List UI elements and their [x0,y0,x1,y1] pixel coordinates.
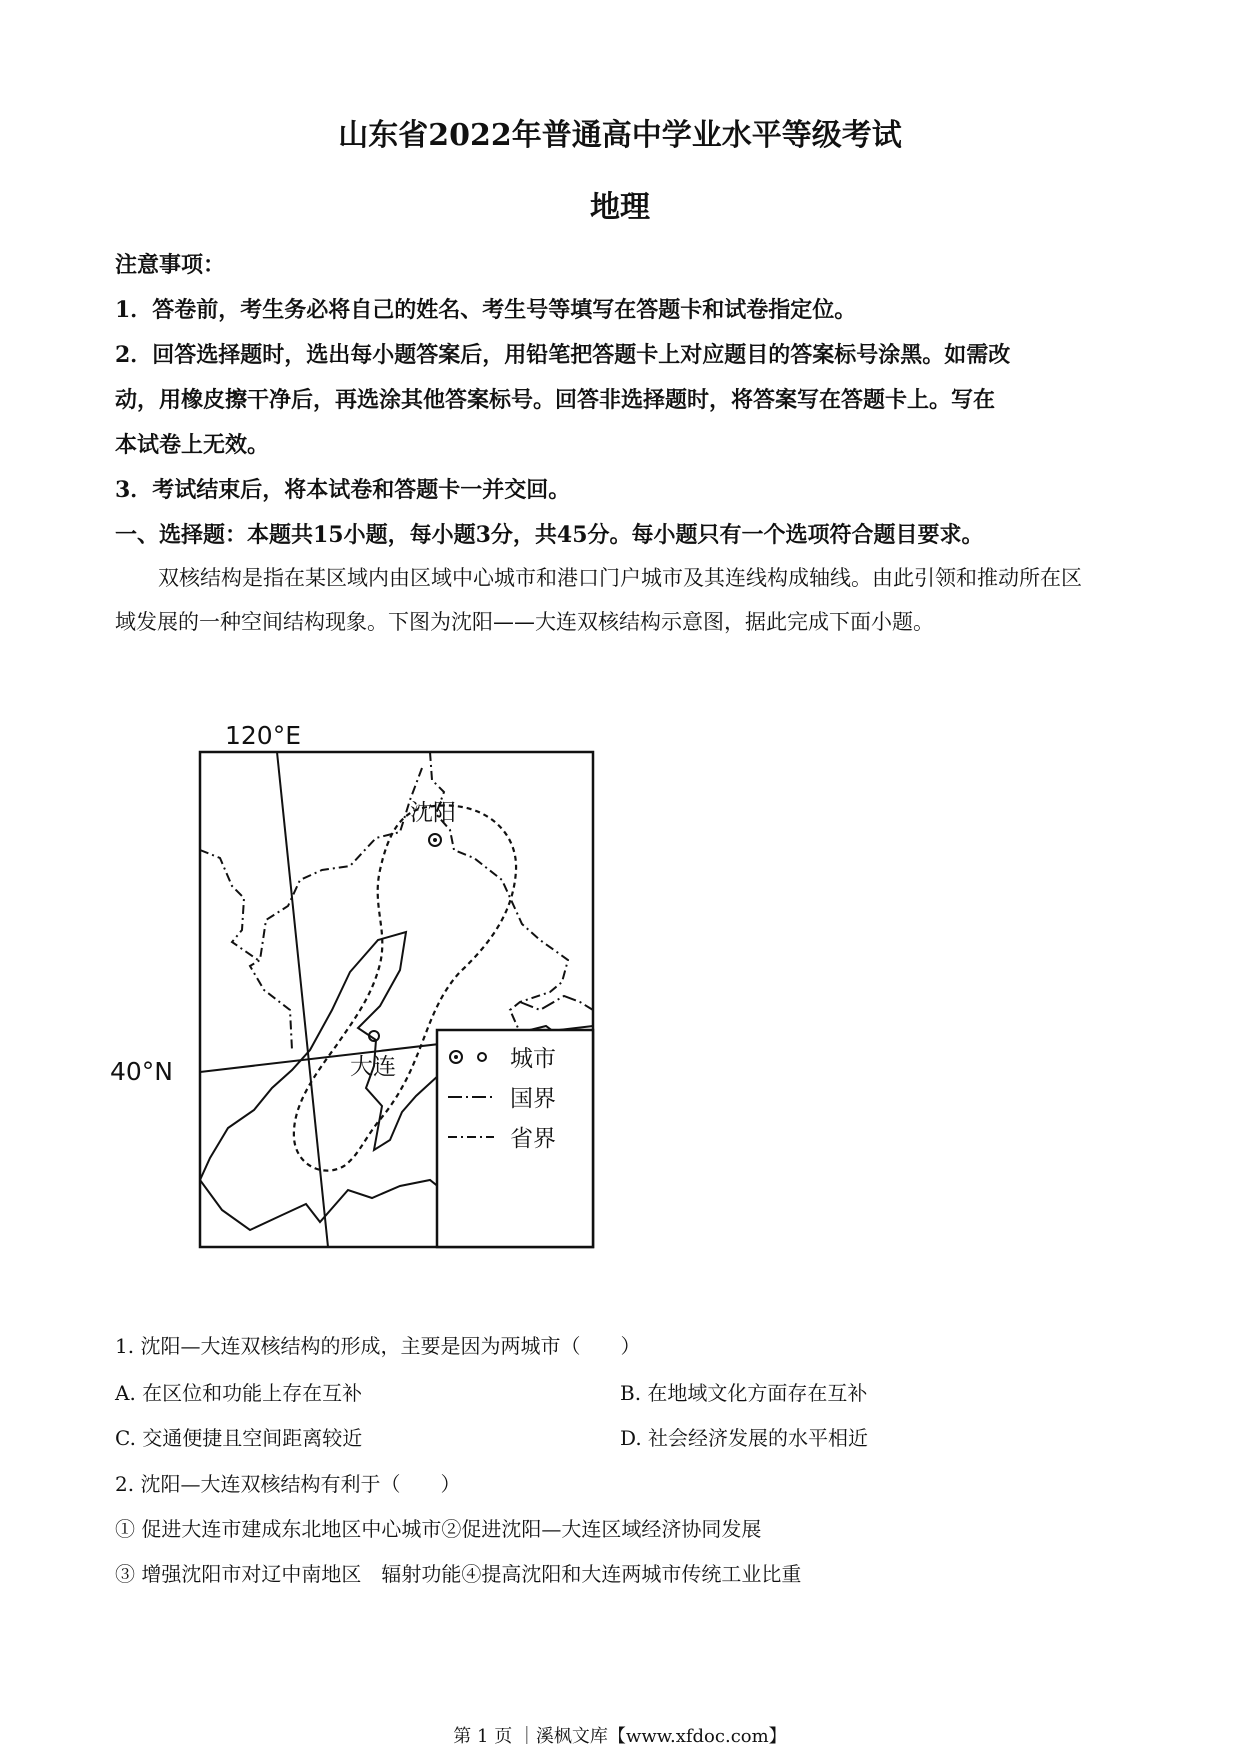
notice-item-2-line-2: 动，用橡皮擦干净后，再选涂其他答案标号。回答非选择题时，将答案写在答题卡上。写在 [115,387,996,413]
q1-option-b: B. 在地域文化方面存在互补 [620,1381,868,1405]
shenyang-label: 沈阳 [410,800,456,826]
provincial-border-west [250,768,422,1050]
notice-item-2-line-1: 2．回答选择题时，选出每小题答案后，用铅笔把答题卡上对应题目的答案标号涂黑。如需改 [115,342,1011,368]
subject-title: 地理 [590,190,650,225]
exam-title: 山东省2022年普通高中学业水平等级考试 [338,118,902,153]
legend-provincial-border-label: 省界 [510,1126,556,1152]
notice-heading: 注意事项： [115,252,226,278]
dalian-label: 大连 [350,1054,396,1080]
legend-city-label: 城市 [510,1046,556,1072]
notice-item-1: 1．答卷前，考生务必将自己的姓名、考生号等填写在答题卡和试卷指定位。 [115,297,857,323]
q1-option-d: D. 社会经济发展的水平相近 [620,1426,869,1450]
q1-option-c: C. 交通便捷且空间距离较近 [115,1426,363,1450]
shenyang-dalian-map [110,710,670,1310]
national-border [520,996,593,1010]
latitude-label: 40°N [110,1057,174,1086]
page-footer: 第 1 页 ｜溪枫文库【www.xfdoc.com】 [453,1726,787,1747]
longitude-label: 120°E [225,721,302,750]
q1-option-a: A. 在区位和功能上存在互补 [115,1381,363,1405]
q2-statements-line-2: ③ 增强沈阳市对辽中南地区 辐射功能④提高沈阳和大连两城市传统工业比重 [115,1562,802,1586]
intro-line-2: 域发展的一种空间结构现象。下图为沈阳——大连双核结构示意图，据此完成下面小题。 [115,610,934,634]
longitude-line [277,752,328,1247]
section-heading: 一、选择题：本题共15小题，每小题3分，共45分。每小题只有一个选项符合题目要求。 [115,522,984,548]
q1-stem: 1. 沈阳—大连双核结构的形成，主要是因为两城市（ ） [115,1334,641,1358]
provincial-border-sw [200,850,258,960]
intro-line-1: 双核结构是指在某区域内由区域中心城市和港口门户城市及其连线构成轴线。由此引领和推动所在区 [158,566,1082,590]
q2-stem: 2. 沈阳—大连双核结构有利于（ ） [115,1472,461,1496]
legend-national-border-label: 国界 [510,1086,556,1112]
notice-item-3: 3．考试结束后，将本试卷和答题卡一并交回。 [115,477,571,503]
shenyang-city-marker [429,834,441,846]
notice-item-2-line-3: 本试卷上无效。 [115,432,270,458]
q2-statements-line-1: ① 促进大连市建成东北地区中心城市②促进沈阳—大连区域经济协同发展 [115,1517,762,1541]
